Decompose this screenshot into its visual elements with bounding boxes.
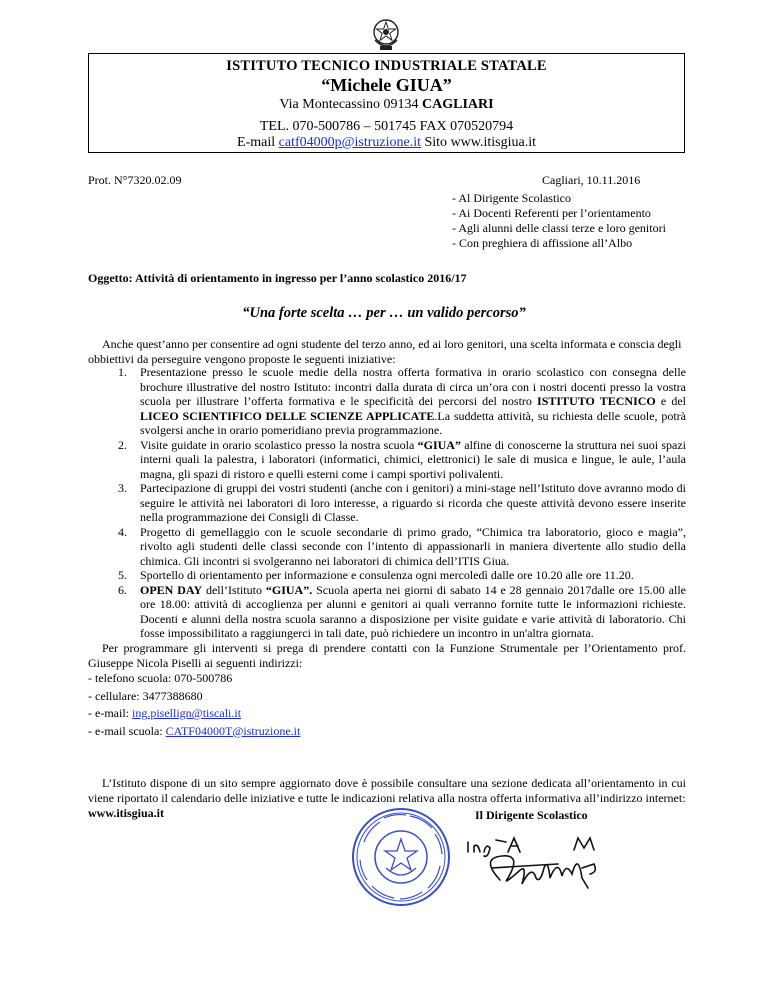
address-street: Via Montecassino 09134	[279, 97, 423, 112]
italian-republic-emblem-icon	[371, 16, 401, 54]
item-bold: OPEN DAY	[140, 582, 203, 597]
item-text: Partecipazione di gruppi dei vostri studenti (anche con i genitori) a mini-stage nell’Istituto dove avranno modo di seguire le attività nei laboratori di loro interesse, a riguardo si ricorda che queste attività devono essere inserite nella programmazione dei Consigli di Classe.	[140, 481, 686, 524]
contacts-list	[88, 670, 300, 740]
contact-email	[88, 705, 300, 723]
contacts-paragraph: Per programmare gli interventi si prega di prendere contatti con la Funzione Strumentale per l’Orientamento prof. Giuseppe Nicola Piselli ai seguenti indirizzi:	[88, 641, 686, 670]
item-text: alfine di conoscerne la struttura nei suoi spazi interni quali la palestra, i laboratori (informatici, chimici, elettronici) le sale di musica e lingue, le aule, l’aula magna, gli spazi di ristoro e quelli esterni come i campi sportivi polivalenti.	[140, 437, 687, 481]
item-number: 2.	[118, 437, 127, 452]
school-contacts	[89, 135, 684, 151]
initiatives-list	[88, 365, 686, 641]
site-label: Sito	[420, 135, 451, 150]
item-text: Visite guidate in orario scolastico presso la nostra scuola	[140, 437, 418, 452]
item-text: Presentazione presso le scuole medie della nostra offerta formativa in orario scolastico con consegna delle brochure illustrative del nostro Istituto: incontri dalla durata di circa un’ora con i nostri docenti presso la vostra scuola per illustrare l’offerta formativa e le specificità dei percorsi del nostro	[140, 365, 686, 408]
item-bold: “GIUA”	[417, 437, 461, 452]
item-text: .La suddetta attività, su richiesta delle scuole, potrà svolgersi anche in orario pomeridiano previa programmazione.	[140, 408, 686, 437]
handwritten-signature	[462, 828, 612, 892]
contact-phone: - telefono scuola: 070-500786	[88, 671, 233, 685]
letter-date: Cagliari, 10.11.2016	[542, 173, 641, 187]
item-number: 1.	[118, 365, 127, 379]
item-text: Sportello di orientamento per informazione e consulenza ogni mercoledì dalle ore 10.20 alle ore 11.20.	[140, 568, 634, 582]
item-text: Scuola aperta nei giorni di sabato 14 e 28 gennaio 2017dalle ore 15.00 alle ore 18.00: attività di accoglienza per alunni e genitori ai quali verranno fornite tutte le informazioni richieste. Docenti e alunni della nostra scuola saranno a disposizione per visite guidate e varie attività di laboratorio. Chi fosse impossibilitato a raggiungerci in tali date, può richiedere un incontro in un'altra giornata.	[140, 582, 686, 640]
contact-email-link[interactable]: ing.pisellign@tiscali.it	[131, 706, 242, 720]
school-type: ISTITUTO TECNICO INDUSTRIALE STATALE	[226, 58, 547, 74]
item-bold: ISTITUTO TECNICO	[537, 394, 656, 408]
school-phone: TEL. 070-500786 – 501745 FAX 070520794	[259, 119, 514, 134]
item-number: 6.	[118, 582, 127, 597]
list-item	[88, 481, 686, 525]
recipient: - Ai Docenti Referenti per l’orientamento	[452, 206, 651, 220]
item-bold: “GIUA”.	[265, 582, 313, 597]
school-header	[88, 53, 685, 153]
item-text: e del	[655, 394, 687, 408]
signatory-title: Il Dirigente Scolastico	[475, 808, 588, 822]
item-number: 4.	[118, 524, 127, 539]
school-email-link[interactable]: catf04000p@istruzione.it	[278, 135, 421, 150]
school-name: “Michele GIUA”	[321, 75, 452, 95]
school-stamp-icon	[350, 806, 452, 908]
contact-school-email	[88, 723, 300, 741]
item-text: Progetto di gemellaggio con le scuole secondarie di primo grado, “Chimica tra laboratorio, gioco e magia”, rivolto agli studenti delle classi seconde con l’intento di appassionarli in maniera divertente allo studio della chimica. Gli incontri si svolgeranno nei laboratori di chimica dell’ITIS Giua.	[140, 524, 686, 568]
item-number: 5.	[118, 568, 127, 582]
contact-mobile: - cellulare: 3477388680	[88, 688, 203, 703]
list-item	[88, 583, 686, 641]
contact-school-email-link[interactable]: CATF04000T@istruzione.it	[165, 723, 301, 738]
email-label: E-mail	[237, 135, 279, 150]
contact-email-label: - e-mail:	[88, 706, 132, 720]
contact-school-email-label: - e-mail scuola:	[88, 723, 166, 738]
protocol-number: Prot. N°7320.02.09	[88, 173, 182, 187]
recipient: - Con preghiera di affissione all’Albo	[452, 236, 633, 250]
school-address	[89, 97, 684, 113]
address-city: CAGLIARI	[422, 97, 494, 112]
subject-line: Oggetto: Attività di orientamento in ingresso per l’anno scolastico 2016/17	[88, 271, 467, 285]
list-item	[88, 438, 686, 482]
list-item	[88, 525, 686, 569]
item-bold: LICEO SCIENTIFICO DELLE SCIENZE APPLICATE	[140, 408, 435, 423]
website-url: www.itisgiua.it	[88, 806, 165, 820]
list-item	[88, 365, 686, 438]
intro-paragraph: Anche quest’anno per consentire ad ogni studente del terzo anno, ed ai loro genitori, una scelta informata e conscia degli obbiettivi da perseguire vengono proposte le seguenti iniziative:	[88, 337, 682, 366]
recipient: - Al Dirigente Scolastico	[452, 191, 571, 205]
school-site: www.itisgiua.it	[450, 135, 536, 150]
recipient: - Agli alunni delle classi terze e loro genitori	[452, 221, 666, 235]
recipients-list	[452, 191, 666, 251]
list-item	[88, 568, 686, 583]
motto: “Una forte scelta … per … un valido percorso”	[242, 305, 526, 321]
item-text: dell’Istituto	[202, 582, 266, 597]
closing-paragraph: L’Istituto dispone di un sito sempre aggiornato dove è possibile consultare una sezione dedicata all’orientamento in cui viene riportato il calendario delle iniziative e tutte le indicazioni relativa alla nostra offerta informativa all’indirizzo internet:	[88, 776, 686, 805]
item-number: 3.	[118, 481, 127, 495]
